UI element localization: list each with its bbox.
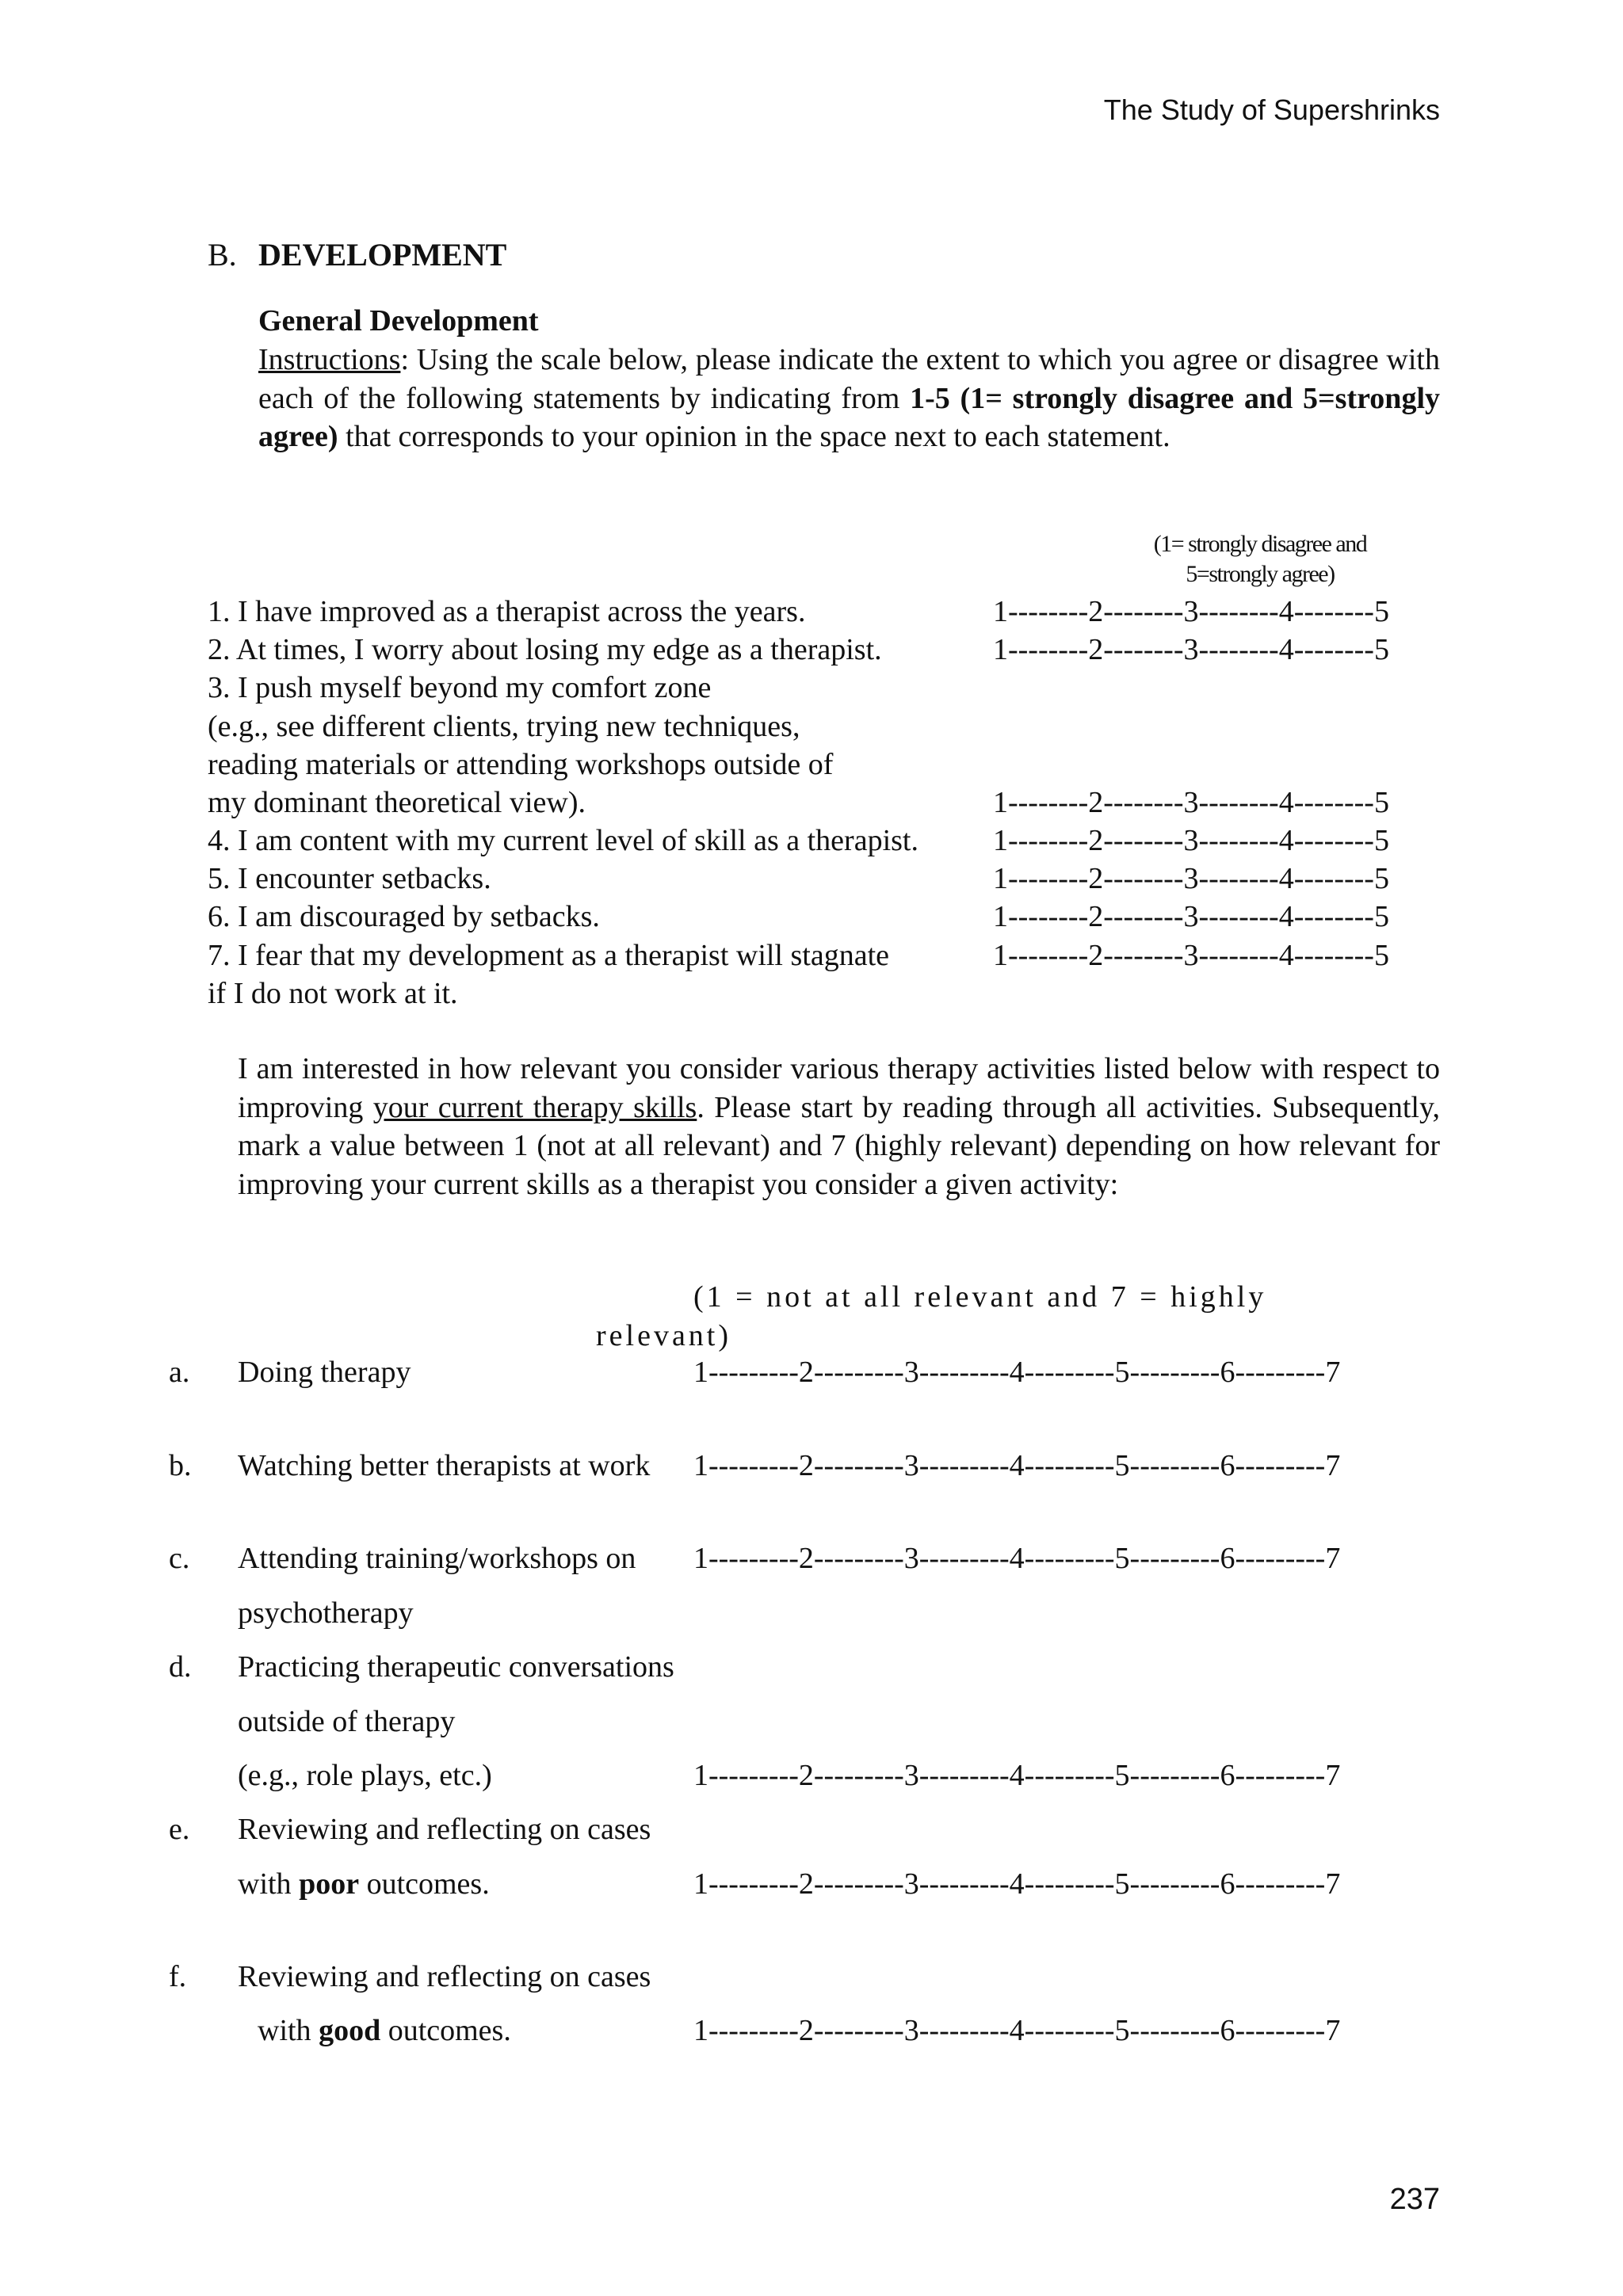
- running-header: The Study of Supershrinks: [1103, 93, 1440, 126]
- statement-7: 7. I fear that my development as a therapist will stagnate: [208, 939, 889, 972]
- activity-letter-f: f.: [169, 1960, 187, 1993]
- agree-scale-7[interactable]: 1--------2--------3--------4--------5: [993, 939, 1389, 972]
- relevance-scale-a[interactable]: 1---------2---------3---------4---------5---------6---------7: [693, 1356, 1341, 1389]
- statement-2: 2. At times, I worry about losing my edge as a therapist.: [208, 633, 882, 666]
- agree-scale-note: [1117, 529, 1403, 589]
- activity-f-label: Reviewing and reflecting on cases: [238, 1960, 651, 1993]
- relevance-scale-note-line1: (1 = not at all relevant and 7 = highly: [693, 1280, 1267, 1314]
- activity-d-label-line-2: outside of therapy: [238, 1705, 456, 1738]
- agree-scale-5[interactable]: 1--------2--------3--------4--------5: [993, 862, 1389, 895]
- statement-5: 5. I encounter setbacks.: [208, 862, 491, 895]
- agree-scale-2[interactable]: 1--------2--------3--------4--------5: [993, 633, 1389, 666]
- relevance-scale-b[interactable]: 1---------2---------3---------4---------5---------6---------7: [693, 1449, 1341, 1482]
- relevance-scale-f[interactable]: 1---------2---------3---------4---------5---------6---------7: [693, 2014, 1341, 2047]
- activity-b-label: Watching better therapists at work: [238, 1449, 651, 1482]
- statement-3-line-3: reading materials or attending workshops outside of: [208, 748, 834, 781]
- activity-letter-d: d.: [169, 1650, 192, 1684]
- activity-a-label: Doing therapy: [238, 1356, 411, 1389]
- instructions-label: Instructions: [258, 343, 401, 376]
- activity-f-emphasis: good: [319, 2014, 381, 2047]
- activity-letter-a: a.: [169, 1356, 190, 1389]
- agree-scale-1[interactable]: 1--------2--------3--------4--------5: [993, 595, 1389, 628]
- activities-intro-text-1: I am interested in how relevant you consider various therapy activities listed below with respect to improving: [238, 1052, 1440, 1124]
- statement-1: 1. I have improved as a therapist across the years.: [208, 595, 806, 628]
- statement-6: 6. I am discouraged by setbacks.: [208, 900, 600, 933]
- activity-e-emphasis: poor: [299, 1867, 360, 1901]
- page-number: 237: [1389, 2183, 1440, 2216]
- statement-3: 3. I push myself beyond my comfort zone: [208, 671, 712, 704]
- activity-f-with: with: [258, 2014, 319, 2047]
- activity-e-with: with: [238, 1867, 300, 1901]
- activity-letter-b: b.: [169, 1449, 192, 1482]
- activity-c-label: Attending training/workshops on: [238, 1542, 636, 1575]
- activity-f-outcomes: outcomes.: [380, 2014, 511, 2047]
- activity-letter-c: c.: [169, 1542, 190, 1575]
- instructions-text-1: : Using the scale below, please indicate the extent to which you agree or disagree with each of the following statements by indicating from: [258, 343, 1440, 415]
- agree-scale-note-line1: (1= strongly disagree and: [1153, 531, 1367, 557]
- relevance-scale-e[interactable]: 1---------2---------3---------4---------5---------6---------7: [693, 1867, 1341, 1901]
- agree-scale-6[interactable]: 1--------2--------3--------4--------5: [993, 900, 1389, 933]
- activity-d-label-line-3: (e.g., role plays, etc.): [238, 1759, 492, 1792]
- activity-e-label: Reviewing and reflecting on cases: [238, 1813, 651, 1846]
- statement-7-line-2: if I do not work at it.: [208, 977, 458, 1010]
- statement-4: 4. I am content with my current level of skill as a therapist.: [208, 824, 918, 857]
- relevance-scale-note-line2: relevant): [596, 1319, 732, 1352]
- activity-f-label-line-2: [258, 2013, 511, 2048]
- agree-scale-3[interactable]: 1--------2--------3--------4--------5: [993, 786, 1389, 819]
- agree-scale-4[interactable]: 1--------2--------3--------4--------5: [993, 824, 1389, 857]
- relevance-scale-d[interactable]: 1---------2---------3---------4---------5---------6---------7: [693, 1759, 1341, 1792]
- section-title: DEVELOPMENT: [258, 237, 507, 273]
- relevance-scale-c[interactable]: 1---------2---------3---------4---------5---------6---------7: [693, 1542, 1341, 1575]
- activities-intro-underlined: your current therapy skills: [372, 1090, 697, 1124]
- instructions-paragraph: [258, 341, 1440, 456]
- activities-intro-paragraph: [238, 1050, 1440, 1203]
- activity-letter-e: e.: [169, 1813, 190, 1846]
- activity-e-label-line-2: [238, 1867, 490, 1901]
- instructions-text-2: that corresponds to your opinion in the space next to each statement.: [338, 420, 1170, 453]
- activity-d-label: Practicing therapeutic conversations: [238, 1650, 674, 1684]
- general-development-title: General Development: [258, 304, 539, 338]
- section-letter: B.: [208, 237, 237, 273]
- activity-c-label-line-2: psychotherapy: [238, 1596, 414, 1630]
- activity-e-outcomes: outcomes.: [359, 1867, 490, 1901]
- agree-scale-note-line2: 5=strongly agree): [1186, 561, 1335, 587]
- instructions-bold-scale: 1-5 (1= strongly disagree and 5=strongly agree): [258, 381, 1440, 453]
- statement-3-line-4: my dominant theoretical view).: [208, 786, 586, 819]
- statement-3-line-2: (e.g., see different clients, trying new techniques,: [208, 710, 800, 743]
- activities-intro-text-2: . Please start by reading through all activities. Subsequently, mark a value between 1 (not at all relevant) and 7 (highly relevant) depending on how relevant for improving your current skills as a therapist you consider a given activity:: [238, 1090, 1441, 1201]
